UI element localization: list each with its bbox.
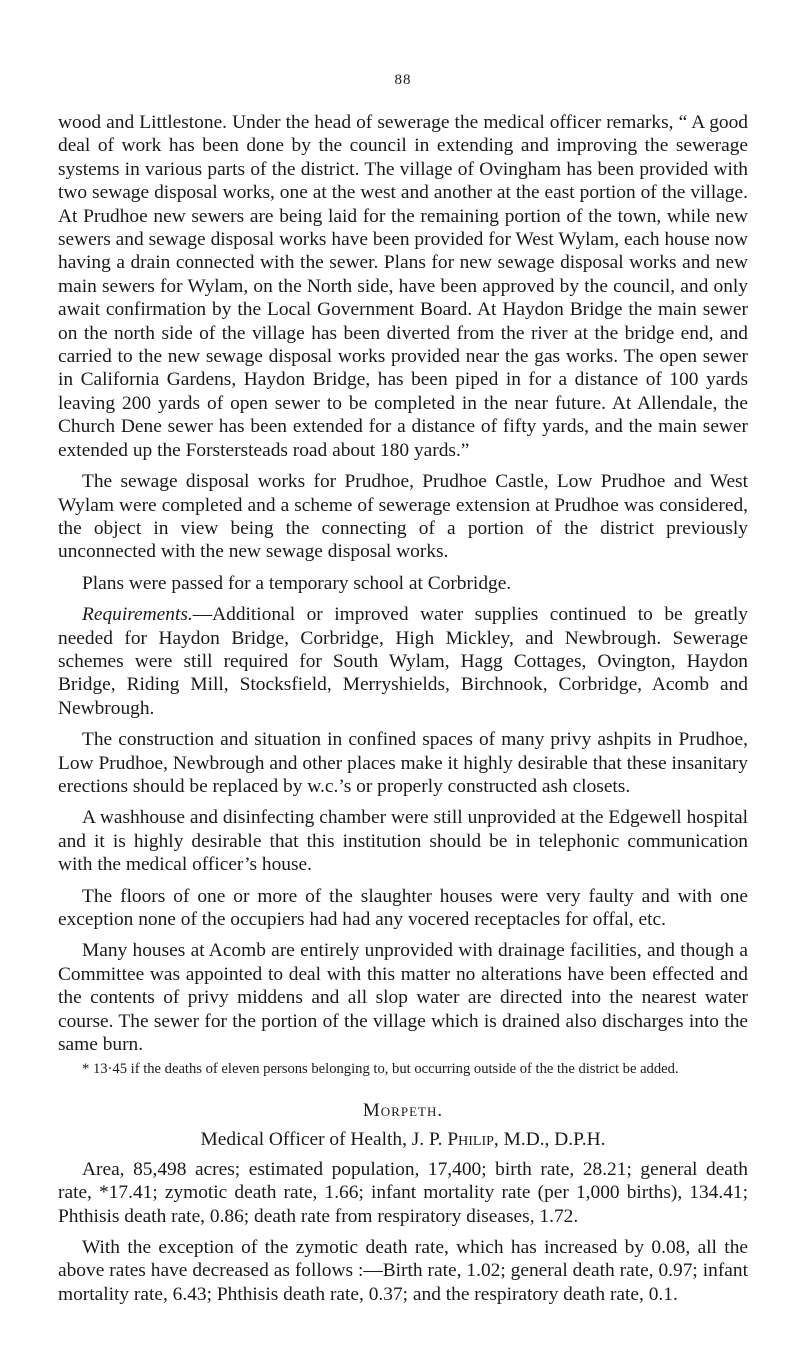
document-page [58, 72, 748, 1306]
paragraph-temporary-school: Plans were passed for a temporary school at Corbridge. [82, 572, 512, 594]
officer-name: Philip [447, 1129, 494, 1151]
paragraph-sewage-disposal-works: The sewage disposal works for Prudhoe, Prudhoe Castle, Low Prudhoe and West Wylam were completed and a scheme of sewerage extension at Prudhoe was considered, the object in view being the connecting of a portion of the district previously unconnected with the new sewage disposal works. [58, 471, 748, 563]
page-number: 88 [394, 72, 412, 88]
officer-prefix: Medical Officer of Health, J. P. [200, 1129, 448, 1151]
body-text-morpeth [58, 1158, 748, 1306]
requirements-heading: Requirements. [82, 604, 193, 626]
paragraph-slaughter-houses: The floors of one or more of the slaughter houses were very faulty and with one exception none of the occupiers had had any vocered receptacles for offal, etc. [58, 885, 748, 930]
requirements-text: —Additional or improved water supplies continued to be greatly needed for Haydon Bridge, Corbridge, High Mickley, and Newbrough. Sewerage schemes were still required for South Wylam, Hagg Cottages, Ovington, Haydon Bridge, Riding Mill, Stocksfield, Merryshields, Birchnook, Corbridge, Acomb and Newbrough. [58, 604, 748, 719]
officer-line [58, 1128, 748, 1151]
paragraph-morpeth-rate-changes: With the exception of the zymotic death rate, which has increased by 0.08, all the above rates have decreased as follows :—Birth rate, 1.02; general death rate, 0.97; infant mortality rate, 6.43; Phthisis death rate, 0.37; and the respiratory death rate, 0.1. [58, 1237, 748, 1305]
paragraph-privy-ashpits: The construction and situation in confined spaces of many privy ashpits in Prudhoe, Low Prudhoe, Newbrough and other places make it highly desirable that these insanitary erections should be replaced by w.c.’s or properly constructed ash closets. [58, 729, 748, 797]
paragraph-washhouse: A washhouse and disinfecting chamber were still unprovided at the Edgewell hospital and it is highly desirable that this institution should be in telephonic communication with the medical officer’s house. [58, 807, 748, 876]
section-title: Morpeth. [362, 1100, 444, 1122]
paragraph-sewerage-remarks: wood and Littlestone. Under the head of sewerage the medical officer remarks, “ A good deal of work has been done by the council in extending and improving the sewerage systems in various parts of the district. The village of Ovingham has been provided with two sewage disposal works, one at the west and another at the east portion of the village. At Prudhoe new sewers are being laid for the remaining portion of the town, while new sewers and sewage disposal works have been provided for West Wylam, each house now having a drain connected with the sewer. Plans for new sewage disposal works and new main sewers for Wylam, on the North side, have been approved by the council, and only await confirmation by the Local Government Board. At Haydon Bridge the main sewer on the north side of the village has been diverted from the river at the bridge end, and carried to the new sewage disposal works provided near the gas works. The open sewer in California Gardens, Haydon Bridge, has been piped in for a distance of 100 yards leaving 200 yards of open sewer to be completed in the near future. At Allendale, the Church Dene sewer has been extended for a distance of fifty yards, and the main sewer extended up the Forstersteads road about 180 yards.” [58, 112, 748, 461]
footnote: * 13·45 if the deaths of eleven persons belonging to, but occurring outside of the the district be added. [82, 1061, 679, 1078]
body-text [58, 111, 748, 1056]
paragraph-morpeth-statistics: Area, 85,498 acres; estimated population, 17,400; birth rate, 28.21; general death rate, *17.41; zymotic death rate, 1.66; infant mortality rate (per 1,000 births), 134.41; Phthisis death rate, 0.86; death rate from respiratory diseases, 1.72. [58, 1158, 748, 1227]
paragraph-acomb-drainage: Many houses at Acomb are entirely unprovided with drainage facilities, and though a Committee was appointed to deal with this matter no alterations have been effected and the contents of privy middens and all slop water are directed into the nearest water course. The sewer for the portion of the village which is drained also discharges into the same burn. [58, 940, 748, 1056]
paragraph-requirements [58, 603, 748, 720]
officer-suffix: , M.D., D.P.H. [493, 1129, 606, 1151]
